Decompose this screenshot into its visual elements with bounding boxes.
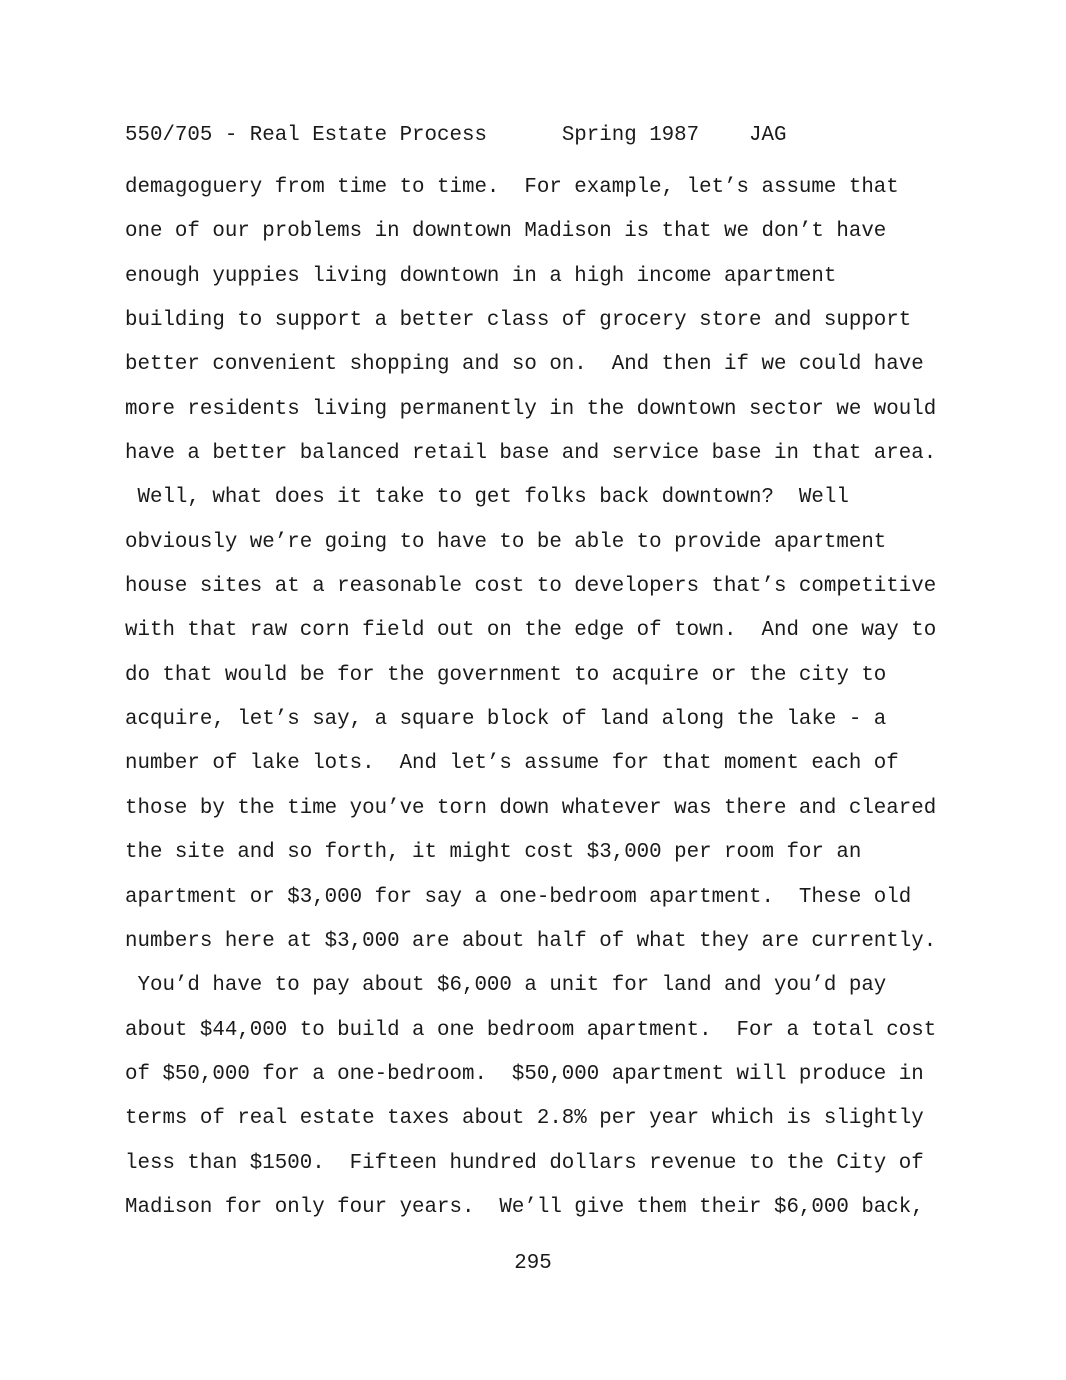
text-line: terms of real estate taxes about 2.8% per year which is slightly [125,1107,924,1131]
header-term: Spring 1987 [561,124,700,147]
text-line: building to support a better class of grocery store and support [125,309,912,333]
text-line: of $50,000 for a one-bedroom. $50,000 apartment will produce in [125,1062,924,1086]
text-line: You’d have to pay about $6,000 a unit for land and you’d pay [125,974,887,998]
text-line: the site and so forth, it might cost $3,000 per room for an [125,841,862,865]
text-line: better convenient shopping and so on. And then if we could have [125,353,924,377]
text-line: Well, what does it take to get folks back downtown? Well [125,486,849,510]
text-line: do that would be for the government to acquire or the city to [125,663,887,687]
text-line: have a better balanced retail base and service base in that area. [125,442,937,466]
text-line: one of our problems in downtown Madison is that we don’t have [125,220,887,244]
text-line: less than $1500. Fifteen hundred dollars revenue to the City of [125,1151,924,1175]
text-line: obviously we’re going to have to be able to provide apartment [125,530,887,554]
page-header [125,122,787,150]
text-line: numbers here at $3,000 are about half of what they are currently. [125,929,937,953]
text-line: about $44,000 to build a one bedroom apartment. For a total cost [125,1018,937,1042]
text-line: number of lake lots. And let’s assume for that moment each of [125,752,899,776]
text-line: apartment or $3,000 for say a one-bedroom apartment. These old [125,885,912,909]
text-line: house sites at a reasonable cost to developers that’s competitive [125,575,937,599]
text-line: demagoguery from time to time. For example, let’s assume that [125,176,899,199]
text-line: more residents living permanently in the downtown sector we would [125,397,937,421]
page-number: 295 [514,1252,552,1275]
text-line: Madison for only four years. We’ll give them their $6,000 back, [125,1195,924,1219]
header-initials: JAG [749,124,787,147]
header-course: 550/705 - Real Estate Process [125,124,487,147]
text-line: enough yuppies living downtown in a high income apartment [125,264,837,288]
transcript-body [125,166,936,1230]
text-line: with that raw corn field out on the edge of town. And one way to [125,619,937,643]
text-line: those by the time you’ve torn down whatever was there and cleared [125,796,937,820]
text-line: acquire, let’s say, a square block of land along the lake - a [125,708,887,732]
